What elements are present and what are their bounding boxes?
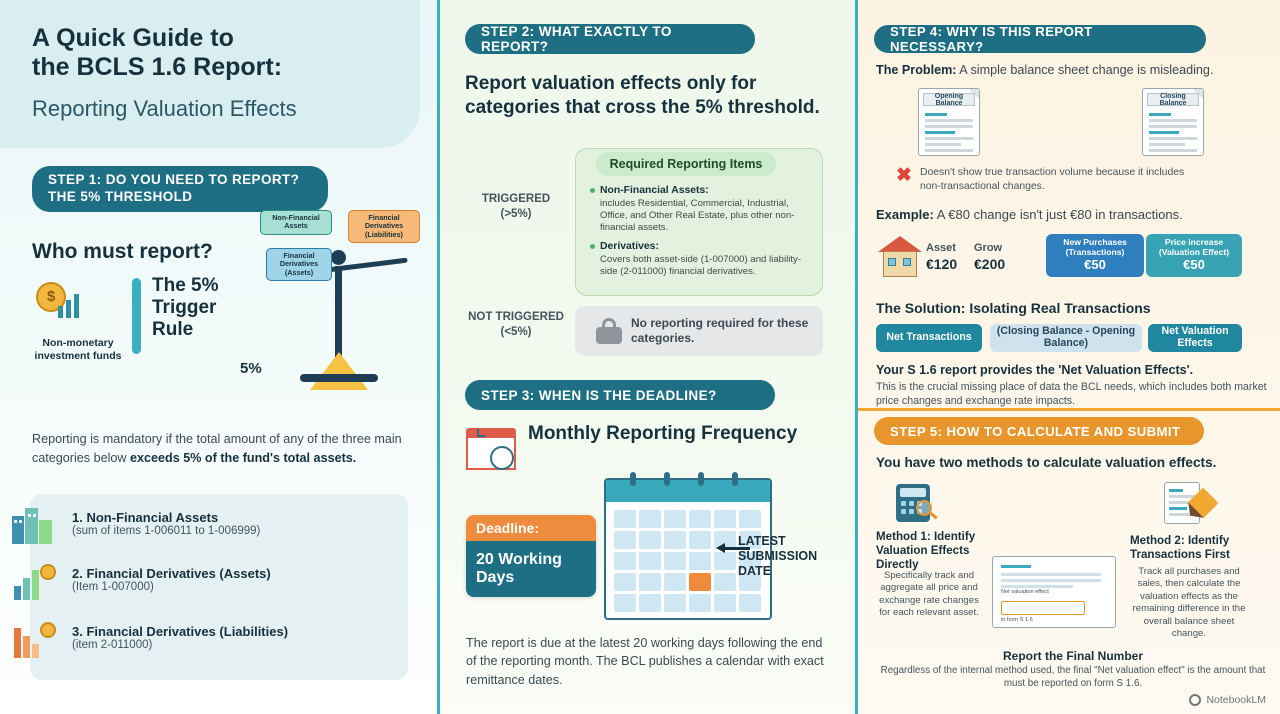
calculator-magnifier-icon (896, 484, 938, 524)
category-1-icon (12, 504, 58, 548)
notebooklm-icon (1189, 694, 1201, 706)
chip-new-purchases (1046, 234, 1144, 277)
category-1-sub: (sum of items 1-006011 to 1-006999) (72, 525, 261, 537)
chip-new-purchases-value: €50 (1084, 256, 1106, 272)
problem-line (876, 63, 1256, 77)
scale-knob (331, 250, 346, 265)
brand-footer (1189, 694, 1266, 706)
category-item-2 (72, 566, 424, 593)
lock-icon (596, 318, 622, 344)
solution-chip-net-transactions: Net Transactions (876, 324, 982, 352)
calendar-ring-icon (732, 472, 738, 486)
step-1-badge-line-1: STEP 1: DO YOU NEED TO REPORT? (48, 172, 300, 188)
grow-value-block (974, 242, 1005, 273)
page-title (32, 24, 412, 81)
final-step-title: Report the Final Number (1002, 649, 1143, 663)
required-items-header: Required Reporting Items (596, 152, 776, 176)
category-1-label: Non-Financial Assets (86, 510, 219, 525)
five-percent-label: 5% (240, 360, 262, 377)
step-4-badge: STEP 4: WHY IS THIS REPORT NECESSARY? (874, 25, 1206, 53)
final-card-highlight (1001, 601, 1085, 615)
balance-scale-illustration (252, 213, 422, 392)
solution-chip-balance-difference: (Closing Balance - Opening Balance) (990, 324, 1142, 352)
latest-submission-label: LATEST SUBMISSION DATE (738, 534, 818, 578)
chip-new-purchases-title: New Purchases (Transactions) (1063, 237, 1127, 257)
category-3-title (72, 624, 424, 639)
step-3-body-text: The report is due at the latest 20 working days following the end of the reporting month. The BCL publishes a calendar with exact remittance dates. (466, 636, 824, 687)
bullet-dot-icon (590, 244, 595, 249)
doesnt-show-text: Doesn't show true transaction volume because it includes non-transactional changes. (920, 167, 1185, 192)
calendar-ring-icon (630, 472, 636, 486)
coin-chart-icon (36, 282, 82, 328)
calendar-highlighted-day (689, 573, 711, 591)
category-2-title (72, 566, 424, 581)
category-3-sub: (item 2-011000) (72, 639, 153, 651)
solution-chip-net-valuation: Net Valuation Effects (1148, 324, 1242, 352)
mandatory-text-bold: exceeds 5% of the fund's total assets. (130, 450, 357, 465)
triggered-label: TRIGGERED (>5%) (481, 193, 551, 220)
closing-balance-document (1142, 88, 1204, 156)
grow-label: Grow (974, 242, 1003, 254)
bullet-dot-icon (590, 188, 595, 193)
final-card-caption: Net valuation effect (1001, 589, 1049, 595)
scale-fulcrum (310, 352, 368, 390)
category-2-label: Financial Derivatives (Assets) (86, 566, 271, 581)
final-step-body: Regardless of the internal method used, the final "Net valuation effect" is the amount that must be reported on form S 1.6. (880, 665, 1266, 689)
final-report-card (992, 556, 1116, 628)
mandatory-reporting-text (32, 430, 404, 468)
problem-text: A simple balance sheet change is misleading. (956, 63, 1214, 77)
scale-pan-derivatives-assets: Financial Derivatives (Assets) (266, 248, 332, 281)
category-1-title (72, 510, 424, 525)
brand-name: NotebookLM (1206, 694, 1266, 706)
scale-pan-non-financial-assets: Non-Financial Assets (260, 210, 332, 235)
trigger-rule-label: The 5% Trigger Rule (152, 275, 219, 341)
scale-pan-derivatives-liabilities: Financial Derivatives (Liabilities) (348, 210, 420, 243)
net-valuation-line: Your S 1.6 report provides the 'Net Valuation Effects'. (876, 363, 1194, 377)
asset-value: €120 (926, 255, 958, 272)
method-2-body: Track all purchases and sales, then calculate the valuation effects as the remaining difference in the overall balance sheet change. (1132, 566, 1246, 640)
calendar-ring-icon (698, 472, 704, 486)
chip-price-increase (1146, 234, 1242, 277)
example-label: Example: (876, 207, 934, 222)
final-card-subcaption: in form S 1.6 (1001, 617, 1033, 623)
asset-label: Asset (926, 242, 956, 254)
house-icon (878, 236, 922, 278)
method-1-body: Specifically track and aggregate all price and exchange rate changes for each relevant asset. (879, 570, 979, 619)
chip-price-increase-value: €50 (1183, 256, 1205, 272)
no-reporting-box: No reporting required for these categories. (575, 306, 823, 356)
non-monetary-funds-label: Non-monetary investment funds (34, 337, 122, 363)
step-5-heading: You have two methods to calculate valuation effects. (876, 455, 1217, 470)
page-subtitle: Reporting Valuation Effects (32, 96, 297, 121)
required-item-1 (600, 184, 812, 235)
required-item-2-body: Covers both asset-side (1-007000) and liability-side (2-011000) financial derivatives. (600, 253, 802, 277)
method-2-title: Method 2: Identify Transactions First (1130, 534, 1230, 561)
grow-value: €200 (974, 255, 1006, 272)
solution-heading: The Solution: Isolating Real Transactions (876, 300, 1151, 316)
deadline-label: Deadline: (466, 515, 596, 541)
step-2-heading: Report valuation effects only for categories that cross the 5% threshold. (465, 73, 820, 119)
step-3-badge: STEP 3: WHEN IS THE DEADLINE? (465, 380, 775, 410)
cross-icon: ✖ (896, 165, 912, 186)
category-2-icon (12, 560, 58, 604)
required-item-2-title: Derivatives: (600, 241, 659, 252)
problem-label: The Problem: (876, 63, 957, 77)
example-line (876, 207, 1266, 222)
category-3-icon (12, 618, 58, 662)
calendar-ring-icon (664, 472, 670, 486)
step-1-badge (32, 166, 328, 212)
step-3-heading: Monthly Reporting Frequency (528, 423, 798, 444)
net-valuation-sub: This is the crucial missing place of data the BCL needs, which includes both market price changes and exchange rate impacts. (876, 381, 1267, 407)
mandatory-text-pre: Reporting is mandatory if the total amount of any of the three main categories below (32, 432, 402, 465)
asset-value-block (926, 242, 957, 273)
trigger-rule-accent-bar (132, 278, 141, 354)
required-item-2 (600, 240, 812, 278)
required-item-1-title: Non-Financial Assets: (600, 185, 709, 196)
method-1-title: Method 1: Identify Valuation Effects Directly (876, 530, 976, 571)
scale-base (300, 374, 378, 382)
closing-balance-title: Closing Balance (1147, 93, 1199, 106)
category-1-number: 1. (72, 510, 83, 525)
step-2-badge: STEP 2: WHAT EXACTLY TO REPORT? (465, 24, 755, 54)
step-1-badge-line-2: THE 5% THRESHOLD (48, 189, 193, 204)
opening-balance-document (918, 88, 980, 156)
category-3-number: 3. (72, 624, 83, 639)
opening-balance-title: Opening Balance (923, 93, 975, 106)
example-text: A €80 change isn't just €80 in transactions. (933, 207, 1183, 222)
page-title-line-2: the BCLS 1.6 Report: (32, 52, 283, 81)
category-2-sub: (Item 1-007000) (72, 581, 154, 593)
deadline-value: 20 Working Days (466, 541, 596, 597)
who-must-report-heading: Who must report? (32, 240, 213, 263)
category-item-1 (72, 510, 424, 537)
category-2-number: 2. (72, 566, 83, 581)
calendar-clock-icon (466, 424, 520, 474)
deadline-card (466, 515, 596, 597)
page-title-line-1: A Quick Guide to (32, 24, 234, 52)
category-item-3 (72, 624, 424, 651)
chip-price-increase-title: Price increase (Valuation Effect) (1158, 237, 1230, 257)
required-item-1-body: includes Residential, Commercial, Industrial, Office, and Other Real Estate, plus other non-financial assets. (600, 197, 795, 234)
step-5-badge: STEP 5: HOW TO CALCULATE AND SUBMIT (874, 417, 1204, 445)
category-3-label: Financial Derivatives (Liabilities) (86, 624, 289, 639)
not-triggered-label: NOT TRIGGERED (<5%) (468, 311, 564, 338)
